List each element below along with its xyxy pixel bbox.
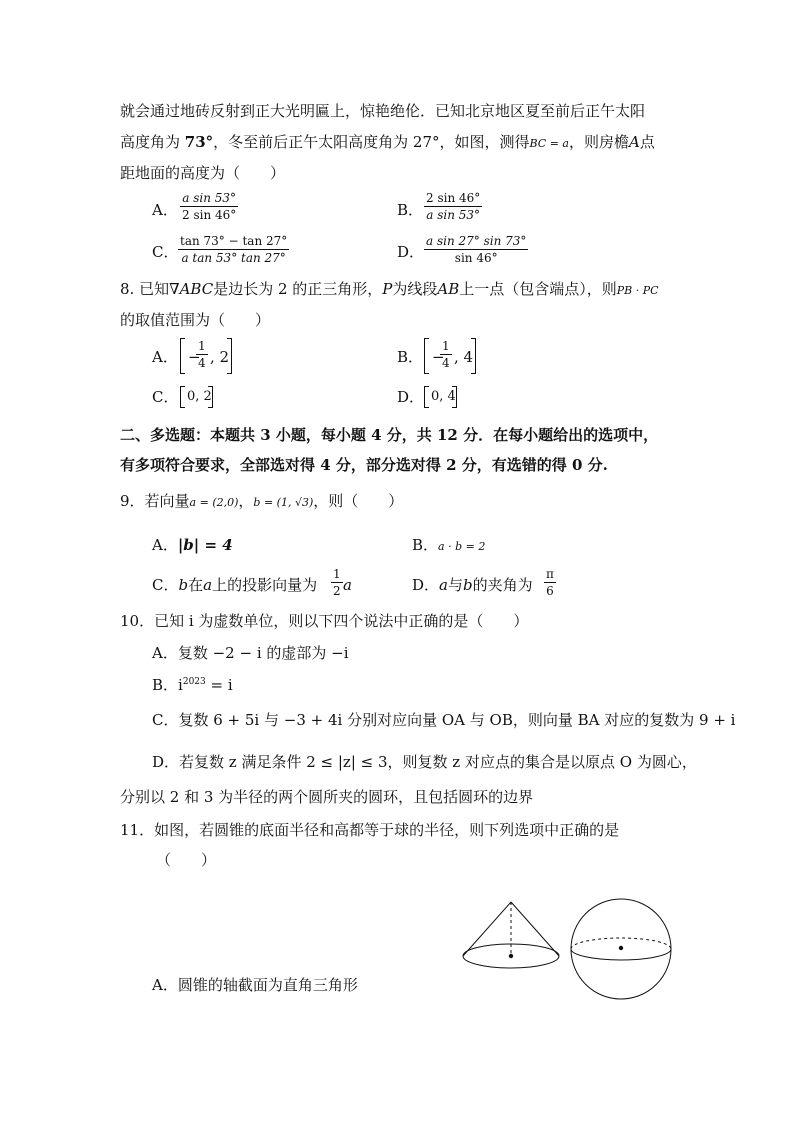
numerator: 1 [442,339,450,353]
q10-option-c: C．复数 6 + 5i 与 −3 + 4i 分别对应向量 OA 与 OB，则向量 BA 对应的复数为 9 + i [152,711,736,729]
denominator: 2 [333,584,341,598]
denominator: a sin 53° [426,208,481,222]
math: |b| = 4 [177,536,233,554]
math-ab: AB [437,280,460,298]
label: B． [412,536,439,554]
math: a [439,576,448,594]
math: a [203,576,213,594]
interval-end: , 4 [454,348,474,366]
q7-option-c-label: C． [152,243,179,261]
q10-stem: 10．已知 i 为虚数单位，则以下四个说法中正确的是（ ） [120,612,529,630]
q8-option-a-label: A． [152,348,178,366]
q10-option-a: A．复数 −2 − i 的虚部为 −i [152,644,349,662]
label: A． [152,536,178,554]
denominator: 4 [198,356,206,370]
denominator: a tan 53° tan 27° [181,251,286,265]
left-bracket [424,338,429,374]
text: 点 [639,133,655,151]
cone-figure [458,898,563,973]
math-abc: ABC [179,280,214,298]
math: b [178,576,189,594]
q8-option-a-fraction [196,340,208,369]
label: B． [152,676,179,694]
q8-stem [120,282,659,297]
cone-left-edge [463,902,511,956]
denominator: 6 [546,584,554,598]
angle-value: 73° [184,133,214,151]
q9-option-c [152,578,317,593]
q8-option-d-value: 0, 4 [431,389,456,404]
text: ，冬至前后正午太阳高度角为 27°，如图，测得 [213,133,530,151]
q9-option-d-fraction [544,568,556,597]
math: a · b = 2 [438,540,486,553]
text: 高度角为 [120,133,185,151]
text: 8. 已知∇ [120,280,180,298]
minus-sign: − [188,348,201,366]
label: D． [412,576,440,594]
text: ， [238,492,254,510]
numerator: 2 sin 46° [426,191,481,205]
right-bracket [208,386,213,408]
q8-option-c-label: C． [152,388,179,406]
q9-option-b [412,538,485,553]
math-dot-product: PB · PC [616,284,659,297]
cone-right-edge [511,902,559,956]
numerator: tan 73° − tan 27° [180,234,288,248]
q7-option-a-fraction [180,192,238,221]
q7-option-b-label: B． [397,201,424,219]
q7-option-d-fraction [424,235,528,264]
numerator: 1 [333,567,341,581]
denominator: 4 [442,356,450,370]
q7-option-c-fraction [178,235,289,264]
math-rest: = i [205,676,233,694]
text: 上的投影向量为 [212,576,318,594]
math: b [463,576,473,594]
numerator: 1 [198,339,206,353]
q9-option-a [152,538,233,553]
math-exponent: 2023 [182,677,206,687]
q9-stem [120,494,403,509]
vector-a: a = (2,0) [189,496,239,509]
interval-end: , 2 [210,348,230,366]
text: 9．若向量 [120,492,190,510]
q11-stem: 11．如图，若圆锥的底面半径和高都等于球的半径，则下列选项中正确的是 [120,821,620,839]
q8-option-b-label: B． [397,348,424,366]
numerator: π [546,567,554,581]
cone-center [509,954,513,958]
q10-option-d-line-2: 分别以 2 和 3 为半径的两个圆所夹的圆环，且包括圆环的边界 [120,788,534,806]
q7-option-d-label: D． [397,243,425,261]
q8-option-d-label: D． [397,388,425,406]
math-bc: BC = a [529,137,569,150]
numerator: a sin 27° sin 73° [426,234,527,248]
right-bracket [227,338,232,374]
q11-answer-paren: （ ） [156,851,217,869]
text: 为线段 [392,280,438,298]
text: 上一点（包含端点），则 [459,280,617,298]
sphere-center [619,946,623,950]
sphere-equator-front [571,949,671,960]
sphere-figure [568,898,674,1001]
left-bracket [180,386,185,408]
q9-option-c-fraction [331,568,343,597]
label: C． [152,576,179,594]
paragraph-line-1: 就会通过地砖反射到正大光明匾上，惊艳绝伦．已知北京地区夏至前后正午太阳 [120,102,646,120]
minus-sign: − [432,348,445,366]
q9-option-c-vector: a [343,576,352,594]
section-heading-line-2: 有多项符合要求，全部选对得 4 分，部分选对得 2 分，有选错的得 0 分. [120,456,608,474]
q10-option-b [152,678,233,693]
math-p: P [382,280,393,298]
left-bracket [180,338,185,374]
text: 在 [188,576,204,594]
text: 的夹角为 [472,576,533,594]
math-base: i [178,676,183,694]
text: ，则房檐 [569,133,630,151]
q9-option-d [412,578,533,593]
q8-option-c-value: 0, 2 [187,389,212,404]
text: 与 [447,576,463,594]
right-bracket [452,386,457,408]
q8-option-b-fraction [440,340,452,369]
q10-option-d-line-1: D．若复数 z 满足条件 2 ≤ |z| ≤ 3，则复数 z 对应点的集合是以原点 O 为圆心， [152,753,697,771]
q11-option-a: A．圆锥的轴截面为直角三角形 [152,976,358,994]
paragraph-line-3: 距地面的高度为（ ） [120,164,286,182]
q7-option-a-label: A． [152,201,178,219]
paragraph-line-2 [120,135,655,150]
denominator: 2 sin 46° [182,208,237,222]
text: ，则（ ） [313,492,404,510]
q8-line-2: 的取值范围为（ ） [120,311,271,329]
math-a: A [629,133,640,151]
left-bracket [424,386,429,408]
numerator: a sin 53° [182,191,237,205]
vector-b: b = (1, √3) [253,496,314,509]
section-heading-line-1: 二、多选题：本题共 3 小题，每小题 4 分，共 12 分．在每小题给出的选项中， [120,426,659,444]
text: 是边长为 2 的正三角形， [213,280,383,298]
denominator: sin 46° [454,251,498,265]
q7-option-b-fraction [424,192,482,221]
right-bracket [471,338,476,374]
